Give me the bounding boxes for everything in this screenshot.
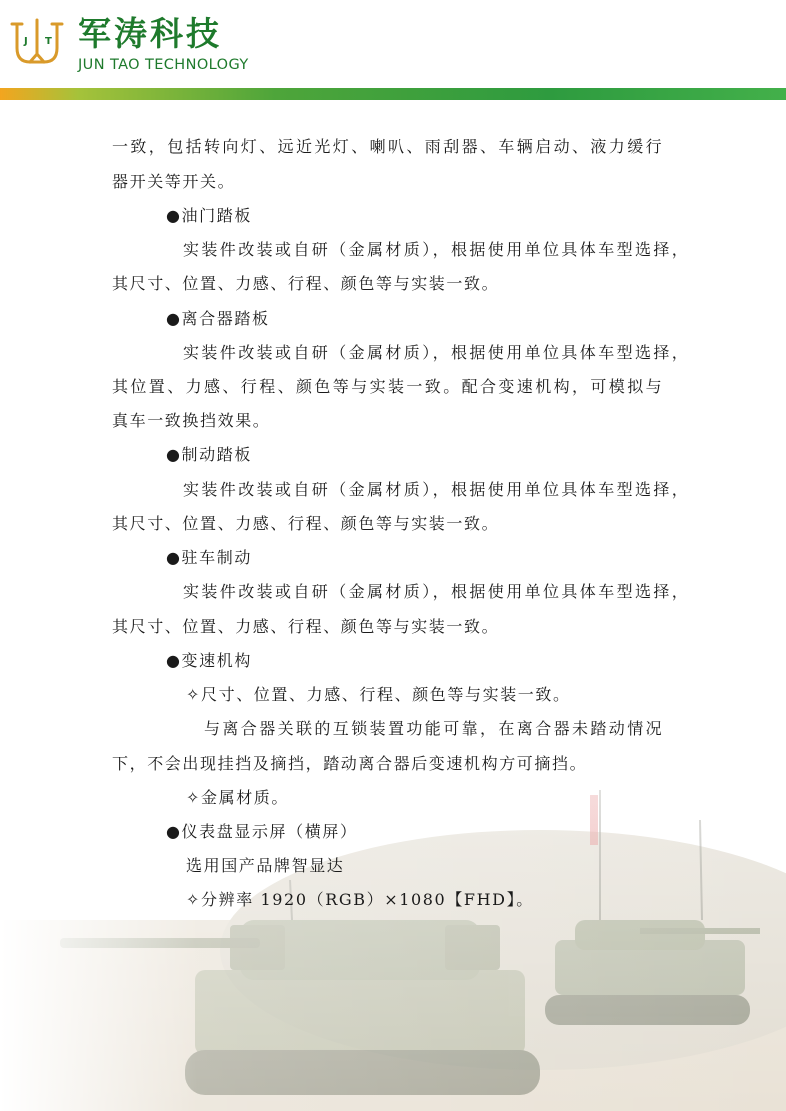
text-line: 实装件改装或自研（金属材质），根据使用单位具体车型选择， [183,480,691,499]
text-line: 器开关等开关。 [112,172,236,191]
company-logo [8,14,66,68]
text-line: 实装件改装或自研（金属材质），根据使用单位具体车型选择， [183,343,691,362]
section-heading-dashboard-display: ●仪表盘显示屏（横屏） [166,822,358,841]
text-line: 一致，包括转向灯、远近光灯、喇叭、雨刮器、车辆启动、液力缓行 [112,137,665,156]
text-line: 真车一致换挡效果。 [112,411,271,430]
text-line: 选用国产品牌智显达 [186,856,345,875]
text-line: 其尺寸、位置、力感、行程、颜色等与实装一致。 [112,514,500,533]
brand-name-cn: 军涛科技 [78,14,222,53]
section-heading-brake-pedal: ●制动踏板 [166,445,252,464]
page-header [0,0,786,100]
text-line: ✧金属材质。 [186,788,290,807]
text-line: ✧尺寸、位置、力感、行程、颜色等与实装一致。 [186,685,571,704]
brand-name-en: JUN TAO TECHNOLOGY [78,57,249,73]
text-line: 下，不会出现挂挡及摘挡，踏动离合器后变速机构方可摘挡。 [112,754,588,773]
svg-text:J: J [24,36,28,47]
text-line: 其位置、力感、行程、颜色等与实装一致。配合变速机构，可模拟与 [112,377,665,396]
section-heading-clutch-pedal: ●离合器踏板 [166,309,270,328]
section-heading-throttle-pedal: ●油门踏板 [166,206,252,225]
text-line: 实装件改装或自研（金属材质），根据使用单位具体车型选择， [183,240,691,259]
text-line: 其尺寸、位置、力感、行程、颜色等与实装一致。 [112,274,500,293]
header-accent-bar [0,88,786,100]
text-line: ✧分辨率 1920（RGB）×1080【FHD】。 [186,890,534,909]
section-heading-parking-brake: ●驻车制动 [166,548,252,567]
text-line: 实装件改装或自研（金属材质），根据使用单位具体车型选择， [183,582,691,601]
text-line: 与离合器关联的互锁装置功能可靠，在离合器未踏动情况 [204,719,665,738]
svg-text:T: T [45,36,52,47]
section-heading-gearshift: ●变速机构 [166,651,252,670]
text-line: 其尺寸、位置、力感、行程、颜色等与实装一致。 [112,617,500,636]
